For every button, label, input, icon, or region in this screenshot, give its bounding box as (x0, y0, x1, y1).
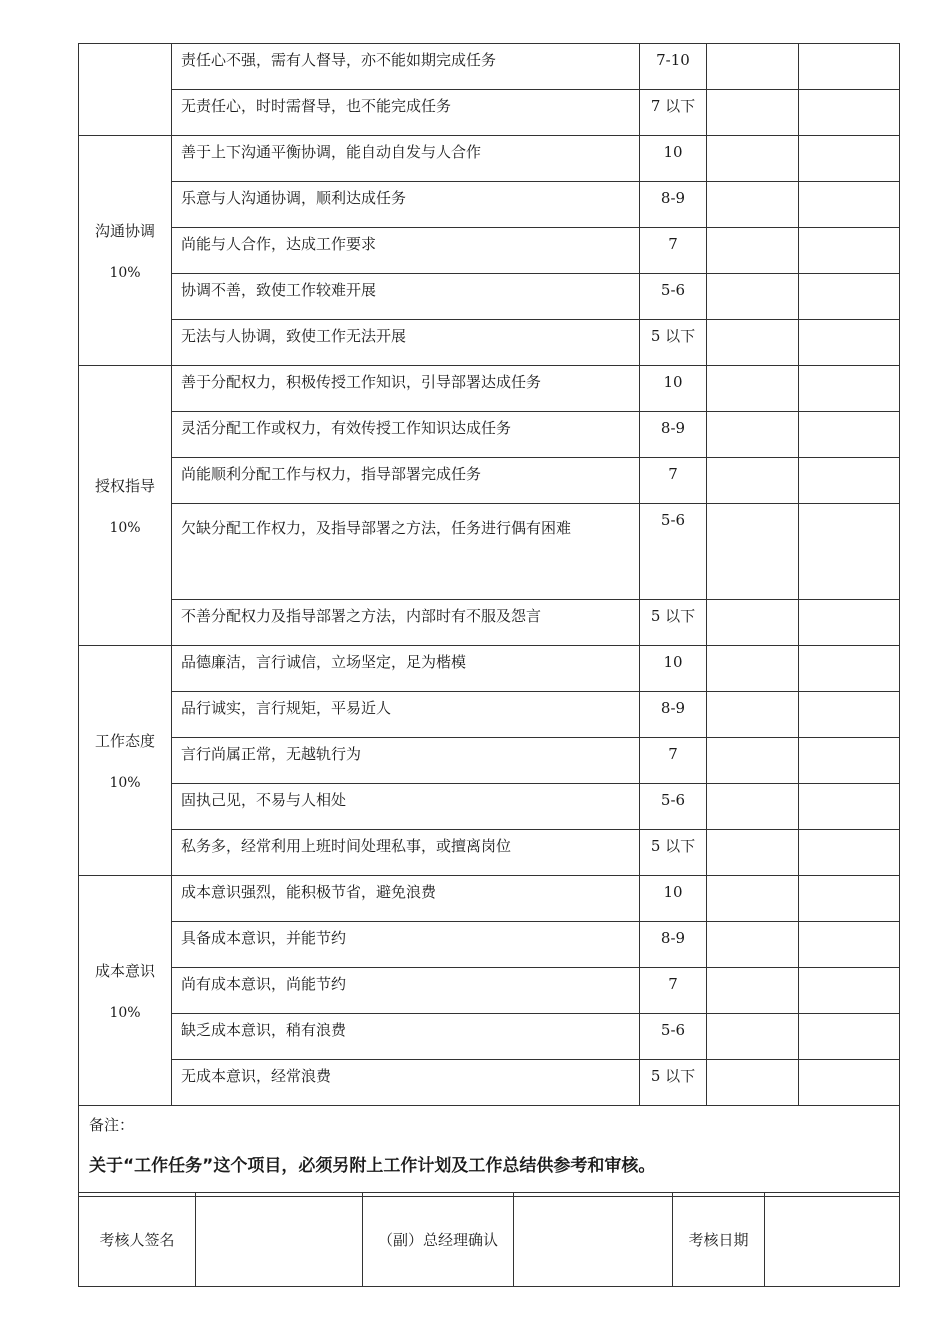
criterion-cell: 尚能与人合作，达成工作要求 (172, 228, 640, 274)
self-score-cell[interactable] (707, 366, 799, 412)
score-range-cell: 10 (640, 646, 707, 692)
self-score-cell[interactable] (707, 274, 799, 320)
category-name: 授权指导 (94, 476, 155, 495)
review-score-cell[interactable] (799, 90, 900, 136)
criterion-cell: 具备成本意识，并能节约 (172, 922, 640, 968)
score-range-cell: 7 (640, 968, 707, 1014)
self-score-cell[interactable] (707, 136, 799, 182)
category-delegation (79, 366, 172, 646)
self-score-cell[interactable] (707, 876, 799, 922)
criterion-cell: 尚能顺利分配工作与权力，指导部署完成任务 (172, 458, 640, 504)
criterion-cell: 言行尚属正常，无越轨行为 (172, 738, 640, 784)
review-score-cell[interactable] (799, 44, 900, 90)
evaluation-table (78, 43, 900, 1197)
score-range-cell: 5-6 (640, 1014, 707, 1060)
table-row (79, 366, 900, 412)
table-row (79, 44, 900, 90)
category-communication (79, 136, 172, 366)
score-range-cell: 5-6 (640, 274, 707, 320)
review-score-cell[interactable] (799, 274, 900, 320)
review-score-cell[interactable] (799, 784, 900, 830)
score-range-cell: 10 (640, 136, 707, 182)
score-range-cell: 5 以下 (640, 320, 707, 366)
review-score-cell[interactable] (799, 692, 900, 738)
review-score-cell[interactable] (799, 738, 900, 784)
review-score-cell[interactable] (799, 1014, 900, 1060)
self-score-cell[interactable] (707, 692, 799, 738)
score-range-cell: 7 以下 (640, 90, 707, 136)
table-row (79, 320, 900, 366)
signature-row (79, 1193, 900, 1287)
criterion-cell: 协调不善，致使工作较难开展 (172, 274, 640, 320)
criterion-cell: 善于分配权力，积极传授工作知识，引导部署达成任务 (172, 366, 640, 412)
signature-table (78, 1192, 900, 1287)
table-row (79, 182, 900, 228)
remarks-row (79, 1106, 900, 1197)
review-score-cell[interactable] (799, 182, 900, 228)
table-row (79, 228, 900, 274)
gm-confirm-label: （副）总经理确认 (363, 1193, 514, 1287)
table-row (79, 274, 900, 320)
score-range-cell: 7 (640, 228, 707, 274)
score-range-cell: 5 以下 (640, 1060, 707, 1106)
score-range-cell: 8-9 (640, 412, 707, 458)
score-range-cell: 10 (640, 366, 707, 412)
criterion-cell: 品德廉洁，言行诚信，立场坚定，足为楷模 (172, 646, 640, 692)
table-row (79, 1060, 900, 1106)
review-score-cell[interactable] (799, 876, 900, 922)
review-score-cell[interactable] (799, 504, 900, 600)
score-range-cell: 7-10 (640, 44, 707, 90)
category-name: 沟通协调 (94, 221, 155, 240)
score-range-cell: 5-6 (640, 504, 707, 600)
self-score-cell[interactable] (707, 922, 799, 968)
criterion-cell: 私务多，经常利用上班时间处理私事，或擅离岗位 (172, 830, 640, 876)
review-score-cell[interactable] (799, 366, 900, 412)
criterion-cell: 无责任心，时时需督导，也不能完成任务 (172, 90, 640, 136)
category-work-attitude (79, 646, 172, 876)
review-score-cell[interactable] (799, 136, 900, 182)
table-row (79, 504, 900, 600)
score-range-cell: 7 (640, 458, 707, 504)
self-score-cell[interactable] (707, 1014, 799, 1060)
reviewer-signature-label: 考核人签名 (79, 1193, 196, 1287)
self-score-cell[interactable] (707, 968, 799, 1014)
self-score-cell[interactable] (707, 320, 799, 366)
category-weight: 10% (109, 264, 141, 281)
score-range-cell: 8-9 (640, 692, 707, 738)
table-row (79, 876, 900, 922)
table-row (79, 412, 900, 458)
self-score-cell[interactable] (707, 1060, 799, 1106)
criterion-cell: 欠缺分配工作权力，及指导部署之方法，任务进行偶有困难 (172, 504, 640, 600)
self-score-cell[interactable] (707, 600, 799, 646)
table-row (79, 458, 900, 504)
review-score-cell[interactable] (799, 228, 900, 274)
criterion-cell: 缺乏成本意识，稍有浪费 (172, 1014, 640, 1060)
self-score-cell[interactable] (707, 44, 799, 90)
category-weight: 10% (109, 1004, 141, 1021)
score-range-cell: 8-9 (640, 922, 707, 968)
table-row (79, 922, 900, 968)
table-row (79, 136, 900, 182)
self-score-cell[interactable] (707, 412, 799, 458)
criterion-cell: 尚有成本意识，尚能节约 (172, 968, 640, 1014)
self-score-cell[interactable] (707, 784, 799, 830)
criterion-cell: 不善分配权力及指导部署之方法，内部时有不服及怨言 (172, 600, 640, 646)
self-score-cell[interactable] (707, 830, 799, 876)
table-row (79, 830, 900, 876)
review-date-label: 考核日期 (673, 1193, 765, 1287)
table-row (79, 600, 900, 646)
category-cell-continued (79, 44, 172, 136)
category-weight: 10% (109, 519, 141, 536)
self-score-cell[interactable] (707, 738, 799, 784)
criterion-cell: 无成本意识，经常浪费 (172, 1060, 640, 1106)
remarks-label: 备注： (89, 1116, 135, 1134)
review-score-cell[interactable] (799, 646, 900, 692)
criterion-cell: 成本意识强烈，能积极节省，避免浪费 (172, 876, 640, 922)
score-range-cell: 5 以下 (640, 830, 707, 876)
review-score-cell[interactable] (799, 968, 900, 1014)
table-row (79, 1014, 900, 1060)
criterion-cell: 善于上下沟通平衡协调，能自动自发与人合作 (172, 136, 640, 182)
self-score-cell[interactable] (707, 504, 799, 600)
review-score-cell[interactable] (799, 412, 900, 458)
review-score-cell[interactable] (799, 1060, 900, 1106)
self-score-cell[interactable] (707, 182, 799, 228)
table-row (79, 646, 900, 692)
review-date-field[interactable] (765, 1193, 900, 1287)
self-score-cell[interactable] (707, 90, 799, 136)
criterion-cell: 灵活分配工作或权力，有效传授工作知识达成任务 (172, 412, 640, 458)
review-score-cell[interactable] (799, 830, 900, 876)
criterion-cell: 无法与人协调，致使工作无法开展 (172, 320, 640, 366)
criterion-cell: 责任心不强，需有人督导，亦不能如期完成任务 (172, 44, 640, 90)
remarks-text: 关于“工作任务”这个项目，必须另附上工作计划及工作总结供参考和审核。 (89, 1156, 656, 1176)
reviewer-signature-field[interactable] (196, 1193, 363, 1287)
review-score-cell[interactable] (799, 320, 900, 366)
category-weight: 10% (109, 774, 141, 791)
score-range-cell: 5-6 (640, 784, 707, 830)
self-score-cell[interactable] (707, 646, 799, 692)
score-range-cell: 5 以下 (640, 600, 707, 646)
gm-confirm-field[interactable] (514, 1193, 673, 1287)
review-score-cell[interactable] (799, 458, 900, 504)
review-score-cell[interactable] (799, 922, 900, 968)
table-row (79, 90, 900, 136)
table-row (79, 738, 900, 784)
score-range-cell: 7 (640, 738, 707, 784)
category-name: 工作态度 (94, 731, 155, 750)
category-name: 成本意识 (94, 961, 155, 980)
score-range-cell: 10 (640, 876, 707, 922)
table-row (79, 692, 900, 738)
table-row (79, 968, 900, 1014)
self-score-cell[interactable] (707, 228, 799, 274)
category-cost-awareness (79, 876, 172, 1106)
review-score-cell[interactable] (799, 600, 900, 646)
criterion-cell: 乐意与人沟通协调，顺利达成任务 (172, 182, 640, 228)
criterion-cell: 固执己见，不易与人相处 (172, 784, 640, 830)
remarks-cell (79, 1106, 900, 1197)
self-score-cell[interactable] (707, 458, 799, 504)
table-row (79, 784, 900, 830)
criterion-cell: 品行诚实，言行规矩，平易近人 (172, 692, 640, 738)
score-range-cell: 8-9 (640, 182, 707, 228)
